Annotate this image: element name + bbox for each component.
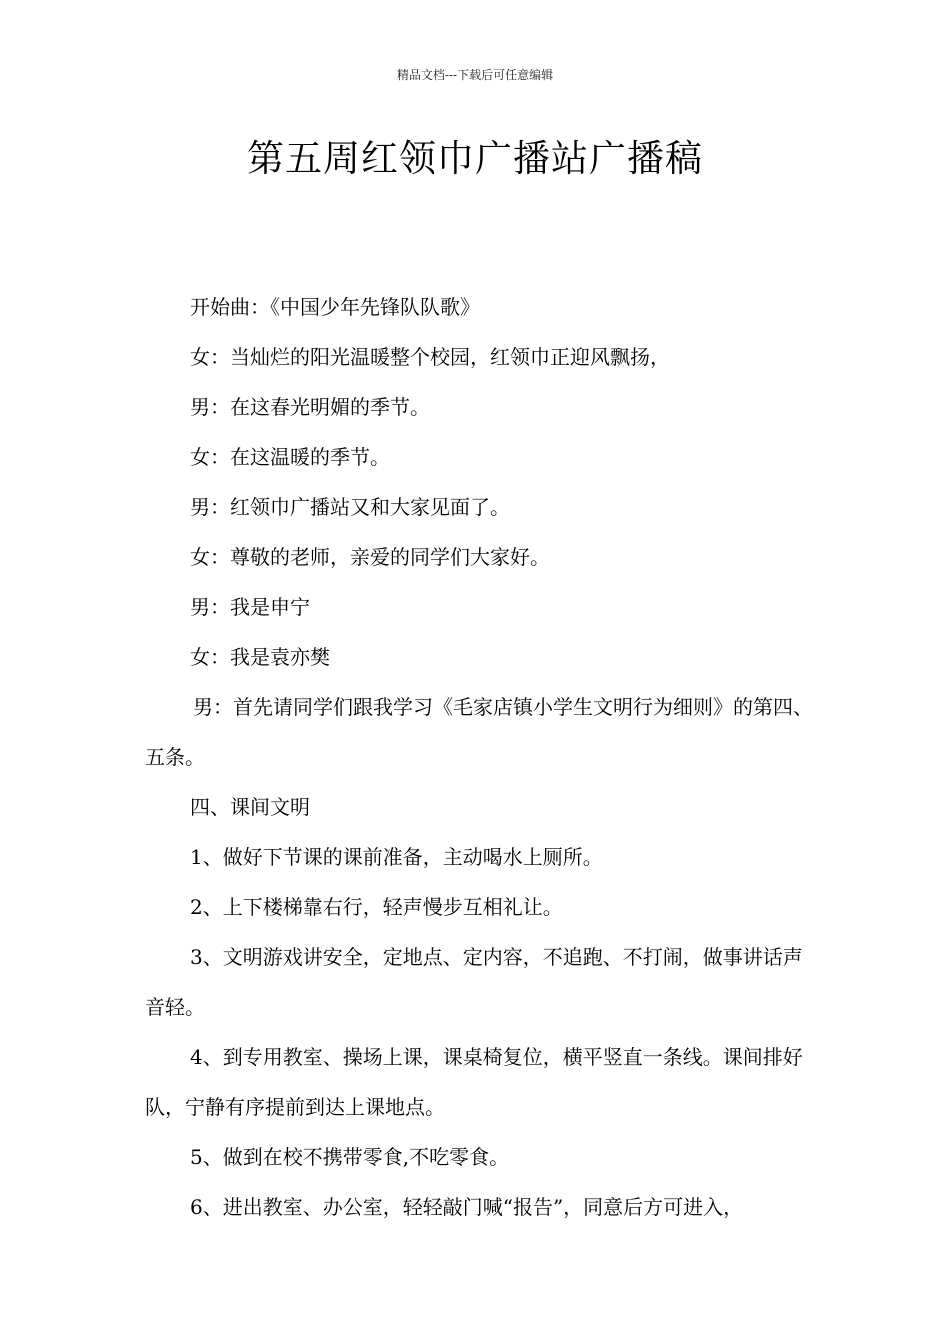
paragraph-line: 女：尊敬的老师，亲爱的同学们大家好。 <box>190 545 550 569</box>
paragraph-line: 女：当灿烂的阳光温暖整个校园，红领巾正迎风飘扬， <box>190 345 670 369</box>
paragraph-line: 男：首先请同学们跟我学习《毛家店镇小学生文明行为细则》的第四、五条。 <box>145 695 813 769</box>
paragraph-opening-song: 开始曲：《中国少年先锋队队歌》 <box>190 295 480 319</box>
list-item: 1、做好下节课的课前准备，主动喝水上厕所。 <box>190 845 603 869</box>
document-body <box>145 282 820 1232</box>
paragraph-line: 男：我是申宁 <box>190 595 310 619</box>
paragraph-line: 男：在这春光明媚的季节。 <box>190 395 430 419</box>
paragraph-line: 女：我是袁亦樊 <box>190 645 330 669</box>
list-item: 3、文明游戏讲安全，定地点、定内容，不追跑、不打闹，做事讲话声音轻。 <box>145 945 803 1019</box>
page-title: 第五周红领巾广播站广播稿 <box>247 137 703 180</box>
list-item: 4、到专用教室、操场上课，课桌椅复位，横平竖直一条线。课间排好队，宁静有序提前到达上课地点。 <box>145 1045 803 1119</box>
header-note: 精品文档---下载后可任意编辑 <box>396 68 554 82</box>
paragraph-line: 女：在这温暖的季节。 <box>190 445 390 469</box>
list-item: 2、上下楼梯靠右行，轻声慢步互相礼让。 <box>190 895 563 919</box>
list-item: 6、进出教室、办公室，轻轻敲门喊“报告”，同意后方可进入， <box>190 1195 744 1219</box>
section-heading: 四、课间文明 <box>190 795 310 819</box>
paragraph-line: 男：红领巾广播站又和大家见面了。 <box>190 495 510 519</box>
list-item: 5、做到在校不携带零食,不吃零食。 <box>190 1145 510 1169</box>
